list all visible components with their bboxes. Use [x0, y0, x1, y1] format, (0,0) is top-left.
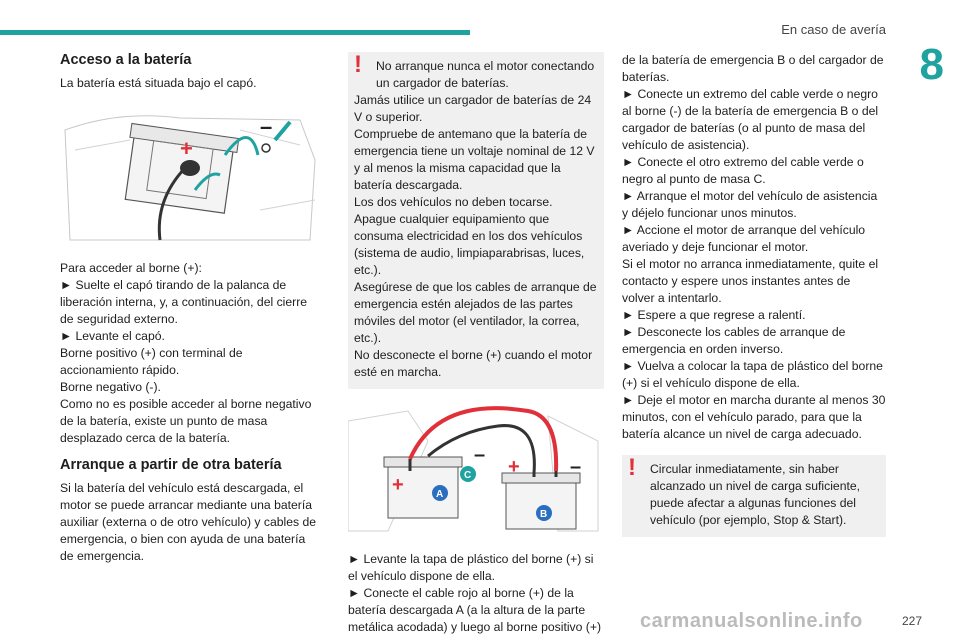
warning-line-5: Apague cualquier equipamiento que consuma electricidad en los dos vehículos (sistema de audio, limpiaparabrisas, luces, etc.).: [354, 212, 585, 277]
text-continuation: de la batería de emergencia B o del cargador de baterías.: [622, 53, 884, 84]
step-disconnect-cables: ► Desconecte los cables de arranque de emergencia en orden inverso.: [622, 325, 846, 356]
watermark: carmanualsonline.info: [640, 610, 863, 632]
warning-line-7: No desconecte el borne (+) cuando el motor esté en marcha.: [354, 348, 593, 379]
step-replace-cover: ► Vuelva a colocar la tapa de plástico del borne (+) si el vehículo dispone de ella.: [622, 359, 883, 390]
step-release-hood: ► Suelte el capó tirando de la palanca de liberación interna, y, a continuación, del cierre de seguridad externo.: [60, 278, 308, 326]
text-retry: Si el motor no arranca inmediatamente, quite el contacto y espere unos instantes antes de volver a intentarlo.: [622, 257, 879, 305]
chapter-number: 8: [919, 40, 944, 89]
column-3: [622, 52, 886, 537]
heading-jump-start: Arranque a partir de otra batería: [60, 457, 282, 473]
minus-marker-ground: –: [474, 444, 486, 466]
minus-marker-fig1: –: [260, 114, 273, 139]
warning-charge-text: Circular inmediatamente, sin haber alcanzado un nivel de carga suficiente, puede afectar a algunas funciones del vehículo (por ejemplo, Stop & Start).: [650, 462, 861, 527]
text-negative-terminal: Borne negativo (-).: [60, 380, 161, 394]
minus-marker-battery-b: –: [570, 456, 582, 478]
heading-battery-access: Acceso a la batería: [60, 52, 192, 68]
warning-line-1: No arranque nunca el motor conectando un cargador de baterías.: [376, 59, 595, 90]
warning-line-6: Asegúrese de que los cables de arranque de emergencia estén alejados de las partes móviles del motor (el ventilador, la correa, etc.).: [354, 280, 597, 345]
warning-line-4: Los dos vehículos no deben tocarse.: [354, 195, 553, 209]
marker-B: B: [540, 509, 548, 520]
column-1: [60, 52, 322, 565]
jump-start-illustration: [348, 401, 604, 541]
warning-icon: !: [354, 51, 362, 78]
warning-line-3: Compruebe de antemano que la batería de emergencia tiene un voltaje nominal de 12 V y al menos la misma capacidad que la batería descargada.: [354, 127, 595, 192]
plus-marker-fig1: +: [180, 136, 193, 161]
marker-C: C: [464, 470, 472, 481]
column-2: [348, 52, 604, 636]
step-connect-ground: ► Conecte el otro extremo del cable verde o negro al punto de masa C.: [622, 155, 864, 186]
step-keep-running: ► Deje el motor en marcha durante al menos 30 minutos, con el vehículo parado, para que la batería alcance un nivel de carga adecuado.: [622, 393, 886, 441]
marker-A: A: [436, 489, 444, 500]
step-raise-hood: ► Levante el capó.: [60, 329, 165, 343]
page-number: 227: [901, 614, 922, 628]
step-start-assist-engine: ► Arranque el motor del vehículo de asistencia y déjelo funcionar unos minutos.: [622, 189, 878, 220]
warning-box-charger: [348, 52, 604, 389]
step-wait-idle: ► Espere a que regrese a ralentí.: [622, 308, 806, 322]
section-title: En caso de avería: [781, 22, 886, 37]
warning-icon: !: [628, 454, 636, 481]
step-connect-green-cable: ► Conecte un extremo del cable verde o negro al borne (-) de la batería de emergencia B o del cargador de baterías (o al punto de masa del vehículo de asistencia).: [622, 87, 879, 152]
text-positive-terminal: Borne positivo (+) con terminal de accionamiento rápido.: [60, 346, 243, 377]
text-jump-start-intro: Si la batería del vehículo está descargada, el motor se puede arrancar mediante una batería auxiliar (externa o de otro vehículo) y cables de emergencia, o bien con ayuda de una batería de emergencia.: [60, 481, 317, 563]
plus-marker-battery-a: +: [392, 474, 404, 496]
plus-marker-battery-b: +: [508, 456, 520, 478]
text-battery-located: La batería está situada bajo el capó.: [60, 76, 257, 90]
step-start-broken-engine: ► Accione el motor de arranque del vehículo averiado y deje funcionar el motor.: [622, 223, 866, 254]
step-connect-red-cable: ► Conecte el cable rojo al borne (+) de la batería descargada A (a la altura de la parte metálica acodada) y luego al borne positivo (+): [348, 586, 602, 634]
text-to-access: Para acceder al borne (+):: [60, 261, 202, 275]
warning-line-2: Jamás utilice un cargador de baterías de 24 V o superior.: [354, 93, 592, 124]
text-ground-point: Como no es posible acceder al borne negativo de la batería, existe un punto de masa desplazado cerca de la batería.: [60, 397, 312, 445]
step-lift-cover: ► Levante la tapa de plástico del borne (+) si el vehículo dispone de ella.: [348, 552, 594, 583]
battery-under-hood-illustration: [60, 100, 322, 250]
warning-box-charge: [622, 455, 886, 537]
header-accent-bar: [0, 30, 470, 35]
